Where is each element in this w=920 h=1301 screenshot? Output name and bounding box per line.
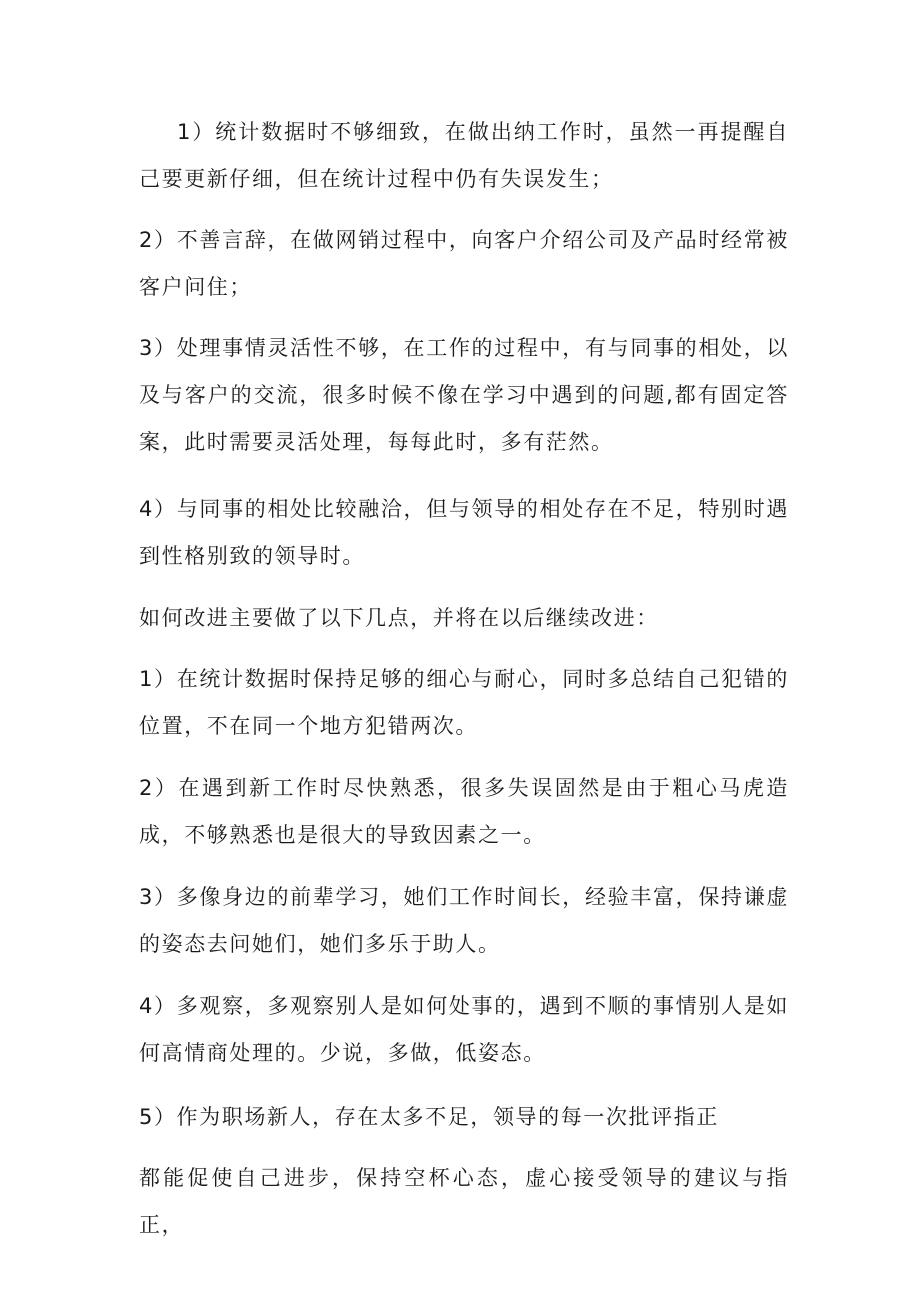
paragraph-improvement-5-continued: 都能促使自己进步，保持空杯心态，虚心接受领导的建议与指正， <box>139 1166 789 1237</box>
paragraph-problem-3: 3）处理事情灵活性不够，在工作的过程中，有与同事的相处，以及与客户的交流，很多时候不像在学习中遇到的问题,都有固定答案，此时需要灵活处理，每每此时，多有茫然。 <box>139 336 789 454</box>
paragraph-improvement-2: 2）在遇到新工作时尽快熟悉，很多失误固然是由于粗心马虎造成，不够熟悉也是很大的导致因素之一。 <box>139 776 789 847</box>
paragraph-improvement-intro: 如何改进主要做了以下几点，并将在以后继续改进： <box>139 606 659 630</box>
paragraph-improvement-5: 5）作为职场新人，存在太多不足，领导的每一次批评指正 <box>139 1105 719 1129</box>
paragraph-problem-2: 2）不善言辞，在做网销过程中，向客户介绍公司及产品时经常被客户问住； <box>139 228 789 299</box>
paragraph-improvement-3: 3）多像身边的前辈学习，她们工作时间长，经验丰富，保持谦虚的姿态去问她们，她们多乐于助人。 <box>139 885 789 956</box>
paragraph-problem-4: 4）与同事的相处比较融洽，但与领导的相处存在不足，特别时遇到性格别致的领导时。 <box>139 497 789 568</box>
paragraph-problem-1: 1）统计数据时不够细致，在做出纳工作时，虽然一再提醒自己要更新仔细，但在统计过程中仍有失误发生； <box>139 120 789 191</box>
paragraph-improvement-1: 1）在统计数据时保持足够的细心与耐心，同时多总结自己犯错的位置，不在同一个地方犯错两次。 <box>139 667 789 738</box>
paragraph-improvement-4: 4）多观察，多观察别人是如何处事的，遇到不顺的事情别人是如何高情商处理的。少说，多做，低姿态。 <box>139 994 789 1065</box>
